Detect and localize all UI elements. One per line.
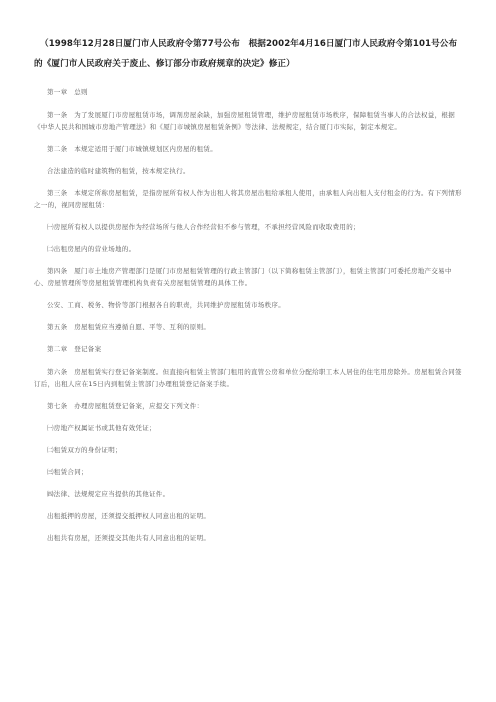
article-paragraph: 第三条 本规定所称房屋租赁，是指房屋所有权人作为出租人将其房屋出租给承租人使用，由承租人向出租人支付租金的行为。有下列情形之一的，视同房屋租赁：	[34, 189, 462, 209]
list-item: ㈠房屋所有权人以提供房屋作为经营场所与他人合作经营但不参与管理，不承担经营风险而收取费用的；	[47, 223, 360, 231]
article-paragraph: 出租抵押的房屋，还须提交抵押权人同意出租的证明。	[47, 512, 211, 520]
document-header: （1998年12月28日厦门市人民政府令第77号公布 根据2002年4月16日厦门市人民政府令第101号公布的《厦门市人民政府关于废止、修订部分市政府规章的决定》修正）	[34, 39, 458, 69]
chapter-heading: 第二章 登记备案	[47, 345, 102, 353]
article-paragraph: 合法建造的临时建筑物的租赁，按本规定执行。	[47, 167, 190, 175]
article-paragraph: 第一条 为了发展厦门市房屋租赁市场，调剂房屋余缺，加强房屋租赁管理，维护房屋租赁市场秩序，保障租赁当事人的合法权益，根据《中华人民共和国城市房地产管理法》和《厦门市城镇房屋租赁条例》等法律、法规规定，结合厦门市实际，制定本规定。	[34, 111, 455, 131]
list-item: ㈢租赁合同；	[47, 468, 88, 476]
article-paragraph: 出租共有房屋，还须提交其他共有人同意出租的证明。	[47, 534, 211, 542]
list-item: ㈡出租房屋内的营业场地的。	[47, 245, 136, 253]
article-paragraph: 第二条 本规定适用于厦门市城镇规划区内房屋的租赁。	[47, 145, 217, 153]
article-paragraph: 第七条 办理房屋租赁登记备案，应提交下列文件：	[47, 402, 204, 410]
list-item: ㈠房地产权属证书或其他有效凭证；	[47, 424, 156, 432]
article-paragraph: 第六条 房屋租赁实行登记备案制度。但直接向租赁主管部门租用的直管公房和单位分配给职工本人居住的住宅用房除外。房屋租赁合同签订后，出租人应在15日内到租赁主管部门办理租赁登记备案手续。	[34, 368, 462, 388]
list-item: ㈣法律、法规规定应当提供的其他证件。	[47, 490, 170, 498]
list-item: ㈡租赁双方的身份证明；	[47, 446, 122, 454]
article-paragraph: 第四条 厦门市土地房产管理部门是厦门市房屋租赁管理的行政主管部门（以下简称租赁主管部门），租赁主管部门可委托房地产交易中心、房屋管理所等房屋租赁管理机构负责有关房屋租赁管理的具体工作。	[34, 267, 452, 287]
chapter-heading: 第一章 总则	[47, 88, 88, 96]
article-paragraph: 公安、工商、税务、物价等部门根据各自的职责，共同维护房屋租赁市场秩序。	[47, 301, 285, 309]
article-paragraph: 第五条 房屋租赁应当遵循自愿、平等、互利的原则。	[47, 323, 211, 331]
